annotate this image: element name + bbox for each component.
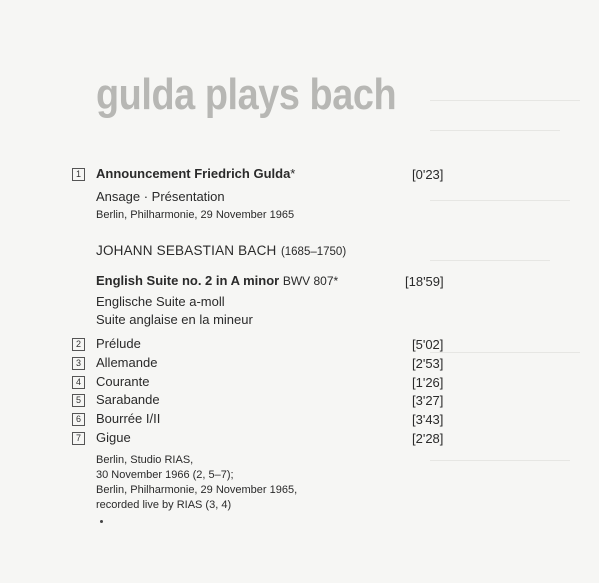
suite-german-title: Englische Suite a-moll <box>96 294 225 309</box>
print-speck <box>100 520 103 523</box>
suite-catalog: BWV 807* <box>282 274 339 288</box>
announcement-duration: [0'23] <box>412 167 444 182</box>
track-number-box: 1 <box>72 168 85 181</box>
announcement-title: Announcement Friedrich Gulda <box>96 166 291 181</box>
suite-french-title: Suite anglaise en la mineur <box>96 312 253 327</box>
track-number-box: 6 <box>72 413 85 426</box>
show-through-line <box>430 460 570 461</box>
announcement-heading <box>96 166 295 181</box>
track-title: Sarabande <box>96 392 160 407</box>
track-number-box: 7 <box>72 432 85 445</box>
announcement-translation: Ansage · Présentation <box>96 189 225 204</box>
composer-line <box>96 242 346 260</box>
track-title: Allemande <box>96 355 158 370</box>
track-number-box: 2 <box>72 338 85 351</box>
track-number-box: 5 <box>72 394 85 407</box>
suite-duration: [18'59] <box>405 274 444 289</box>
track-number-box: 4 <box>72 376 85 389</box>
show-through-line <box>430 130 560 131</box>
announcement-recording: Berlin, Philharmonie, 29 November 1965 <box>96 209 295 221</box>
track-duration: [2'53] <box>412 356 444 371</box>
track-duration: [2'28] <box>412 431 444 446</box>
track-number-box: 3 <box>72 357 85 370</box>
composer-name: JOHANN SEBASTIAN BACH <box>96 243 277 258</box>
composer-years: (1685–1750) <box>280 246 347 258</box>
track-duration: [3'27] <box>412 393 444 408</box>
track-title: Courante <box>96 374 150 389</box>
recording-note-line: Berlin, Studio RIAS, <box>96 454 194 466</box>
show-through-line <box>430 260 550 261</box>
suite-heading <box>96 273 338 288</box>
album-title: gulda plays bach <box>96 70 397 119</box>
show-through-line <box>430 100 580 101</box>
show-through-line <box>430 352 580 353</box>
track-title: Bourrée I/II <box>96 411 161 426</box>
recording-note-line: 30 November 1966 (2, 5–7); <box>96 469 234 481</box>
track-duration: [5'02] <box>412 337 444 352</box>
track-duration: [3'43] <box>412 412 444 427</box>
announcement-asterisk: * <box>290 166 296 181</box>
recording-note-line: recorded live by RIAS (3, 4) <box>96 499 232 511</box>
suite-title: English Suite no. 2 in A minor <box>96 273 280 288</box>
track-title: Gigue <box>96 430 131 445</box>
recording-note-line: Berlin, Philharmonie, 29 November 1965, <box>96 484 298 496</box>
track-title: Prélude <box>96 336 141 351</box>
track-duration: [1'26] <box>412 375 444 390</box>
show-through-line <box>430 200 570 201</box>
